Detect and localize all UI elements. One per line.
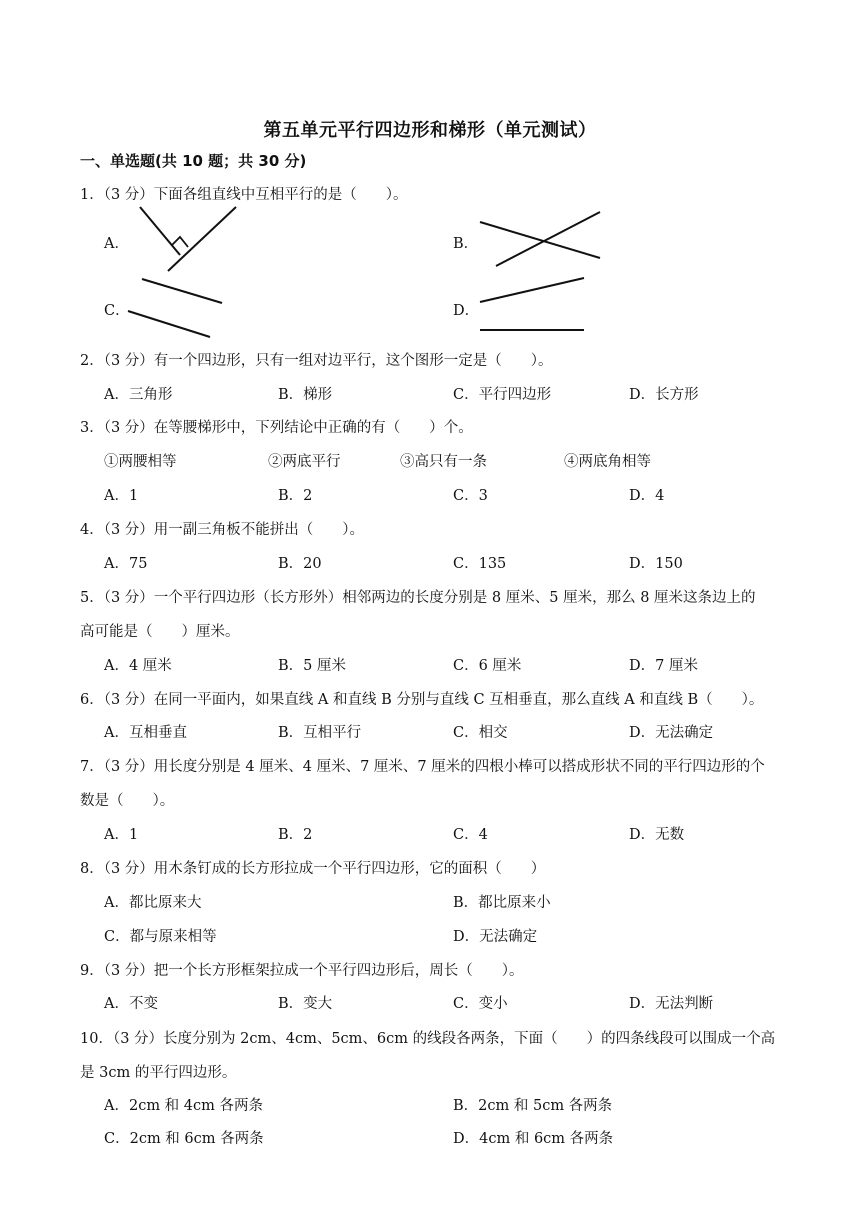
q3-statement-2: ②两底平行 [268, 454, 341, 470]
q3-statement-4: ④两底角相等 [564, 454, 651, 470]
q6-option-b[interactable]: B．互相平行 [278, 725, 362, 741]
question-6: 6．（3 分）在同一平面内，如果直线 A 和直线 B 分别与直线 C 互相垂直，那么直线 A 和直线 B（ ）。 [80, 692, 764, 708]
question-7-line-2: 数是（ ）。 [80, 793, 175, 809]
q8-option-a[interactable]: A．都比原来大 [104, 895, 202, 911]
q7-option-c[interactable]: C．4 [453, 827, 488, 843]
q8-option-b[interactable]: B．都比原来小 [453, 895, 551, 911]
question-7-line-1: 7．（3 分）用长度分别是 4 厘米、4 厘米、7 厘米、7 厘米的四根小棒可以搭成形状不同的平行四边形的个 [80, 759, 765, 775]
q1-option-d[interactable]: D． [453, 303, 480, 319]
question-10-line-1: 10．（3 分）长度分别为 2cm、4cm、5cm、6cm 的线段各两条，下面（ ）的四条线段可以围成一个高 [80, 1031, 776, 1047]
q3-statement-1: ①两腰相等 [104, 454, 177, 470]
question-3: 3．（3 分）在等腰梯形中，下列结论中正确的有（ ）个。 [80, 420, 473, 436]
q3-option-c[interactable]: C．3 [453, 488, 488, 504]
q1-figure-c-parallel-lines [124, 275, 224, 341]
q4-option-b[interactable]: B．20 [278, 556, 322, 572]
q9-option-c[interactable]: C．变小 [453, 996, 508, 1012]
q9-option-a[interactable]: A．不变 [104, 996, 158, 1012]
page-title: 第五单元平行四边形和梯形（单元测试） [263, 120, 597, 141]
question-2: 2．（3 分）有一个四边形，只有一组对边平行，这个图形一定是（ ）。 [80, 353, 553, 369]
q2-option-a[interactable]: A．三角形 [104, 387, 173, 403]
q5-option-b[interactable]: B．5 厘米 [278, 658, 346, 674]
question-5-line-2: 高可能是（ ）厘米。 [80, 624, 240, 640]
question-8: 8．（3 分）用木条钉成的长方形拉成一个平行四边形，它的面积（ ） [80, 861, 546, 877]
q10-option-a[interactable]: A．2cm 和 4cm 各两条 [104, 1098, 263, 1114]
q8-option-d[interactable]: D．无法确定 [453, 929, 538, 945]
question-4: 4．（3 分）用一副三角板不能拼出（ ）。 [80, 522, 365, 538]
q2-option-d[interactable]: D．长方形 [629, 387, 699, 403]
question-10-line-2: 是 3cm 的平行四边形。 [80, 1065, 237, 1081]
q1-option-c[interactable]: C． [104, 303, 130, 319]
q6-option-d[interactable]: D．无法确定 [629, 725, 714, 741]
q10-option-d[interactable]: D．4cm 和 6cm 各两条 [453, 1131, 614, 1147]
section-heading: 一、单选题(共 10 题；共 30 分) [80, 152, 307, 170]
q7-option-a[interactable]: A．1 [104, 827, 139, 843]
q4-option-c[interactable]: C．135 [453, 556, 507, 572]
question-1: 1．（3 分）下面各组直线中互相平行的是（ ）。 [80, 187, 408, 203]
q10-option-b[interactable]: B．2cm 和 5cm 各两条 [453, 1098, 613, 1114]
question-5-line-1: 5．（3 分）一个平行四边形（长方形外）相邻两边的长度分别是 8 厘米、5 厘米，那么 8 厘米这条边上的 [80, 590, 756, 606]
q4-option-d[interactable]: D．150 [629, 556, 683, 572]
q7-option-b[interactable]: B．2 [278, 827, 313, 843]
q9-option-d[interactable]: D．无法判断 [629, 996, 714, 1012]
q6-option-a[interactable]: A．互相垂直 [104, 725, 187, 741]
q8-option-c[interactable]: C．都与原来相等 [104, 929, 217, 945]
q3-statement-3: ③高只有一条 [400, 454, 487, 470]
q9-option-b[interactable]: B．变大 [278, 996, 333, 1012]
question-9: 9．（3 分）把一个长方形框架拉成一个平行四边形后，周长（ ）。 [80, 963, 524, 979]
q3-option-a[interactable]: A．1 [104, 488, 139, 504]
q2-option-c[interactable]: C．平行四边形 [453, 387, 552, 403]
q2-option-b[interactable]: B．梯形 [278, 387, 333, 403]
q4-option-a[interactable]: A．75 [104, 556, 148, 572]
q3-option-b[interactable]: B．2 [278, 488, 313, 504]
q5-option-c[interactable]: C．6 厘米 [453, 658, 522, 674]
q3-option-d[interactable]: D．4 [629, 488, 665, 504]
q6-option-c[interactable]: C．相交 [453, 725, 508, 741]
q1-figure-b-intersecting-lines [474, 208, 604, 270]
q1-figure-d-lines [476, 274, 588, 334]
q1-option-a[interactable]: A． [104, 236, 129, 252]
q1-option-b[interactable]: B． [453, 236, 479, 252]
q1-figure-a-perpendicular-lines [128, 205, 243, 275]
q10-option-c[interactable]: C．2cm 和 6cm 各两条 [104, 1131, 264, 1147]
q7-option-d[interactable]: D．无数 [629, 827, 685, 843]
q5-option-a[interactable]: A．4 厘米 [104, 658, 172, 674]
q5-option-d[interactable]: D．7 厘米 [629, 658, 698, 674]
